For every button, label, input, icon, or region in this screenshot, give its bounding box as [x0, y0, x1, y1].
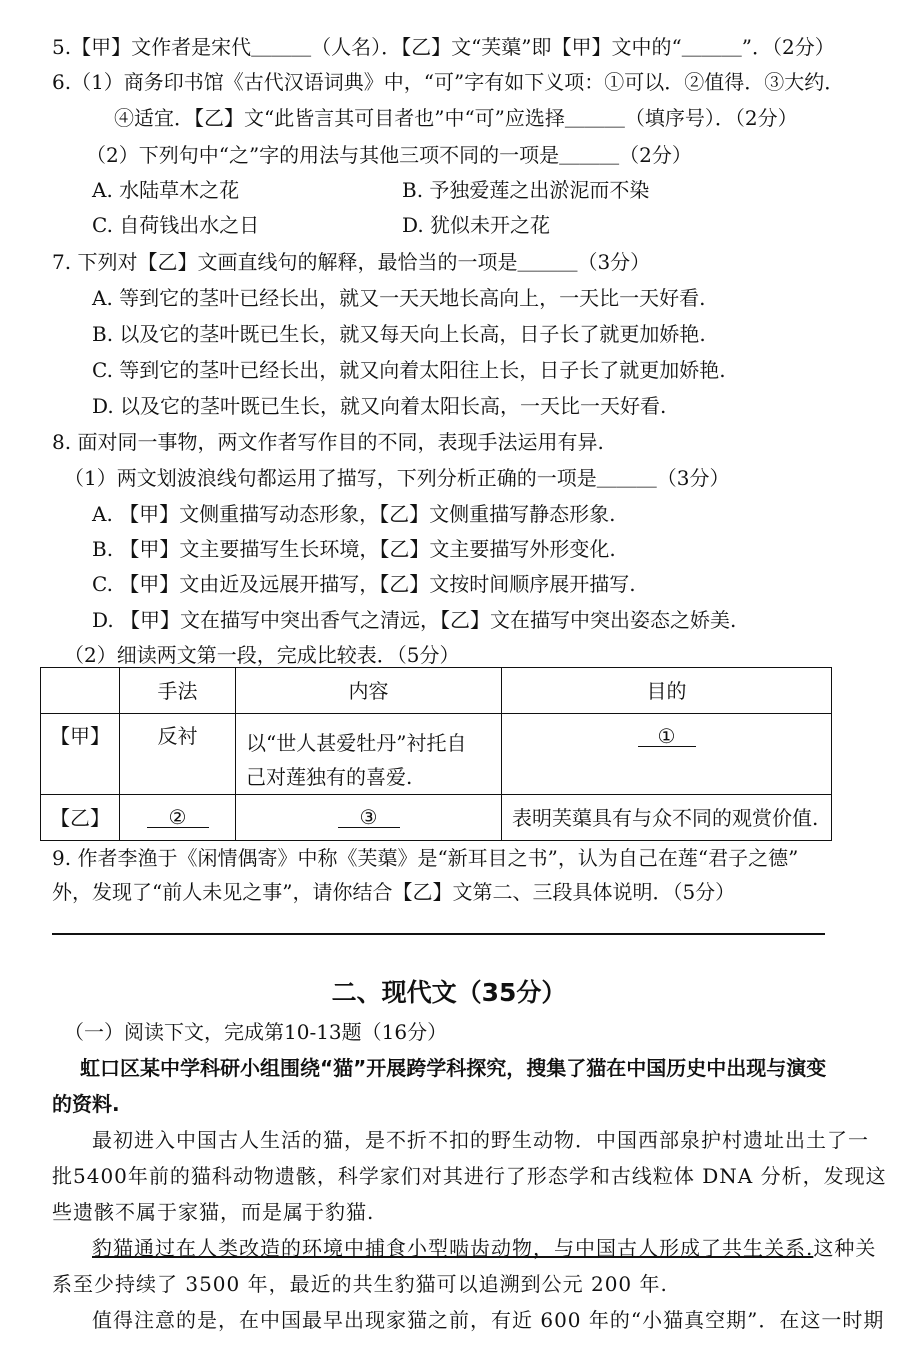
row-jia-purpose	[502, 714, 832, 795]
row-jia-content-line1: 以“世人甚爱牡丹”衬托自	[246, 731, 467, 755]
question-6-part2-stem: （2）下列句中“之”字的用法与其他三项不同的一项是＿＿＿（2分）	[86, 143, 692, 167]
paragraph-1-line3: 些遗骸不属于家猫，而是属于豹猫.	[52, 1200, 375, 1224]
question-8-stem: 8. 面对同一事物，两文作者写作目的不同，表现手法运用有异.	[52, 430, 604, 454]
answer-line	[52, 933, 825, 935]
question-9-line2: 外，发现了“前人未见之事”，请你结合【乙】文第二、三段具体说明．（5分）	[52, 880, 736, 904]
table-header-content: 内容	[236, 668, 502, 714]
q8-option-d: D. 【甲】文在描写中突出香气之清远，【乙】文在描写中突出姿态之娇美.	[92, 608, 737, 632]
paragraph-3-line1: 值得注意的是，在中国最早出现家猫之前，有近 600 年的“小猫真空期”．在这一时期	[92, 1308, 885, 1332]
section-title: 二、现代文（35分）	[331, 978, 567, 1007]
table-header-empty	[41, 668, 120, 714]
paragraph-2-line1-rest: 这种关	[813, 1236, 877, 1260]
q8-option-a: A. 【甲】文侧重描写动态形象，【乙】文侧重描写静态形象.	[92, 502, 616, 526]
table-row	[41, 714, 832, 795]
table-header-method: 手法	[120, 668, 236, 714]
question-8-part2-stem: （2）细读两文第一段，完成比较表．（5分）	[64, 643, 460, 667]
question-9-line1: 9. 作者李渔于《闲情偶寄》中称《芙蕖》是“新耳目之书”，认为自己在莲“君子之德”	[52, 846, 799, 870]
passage-heading-line2: 的资料.	[52, 1092, 120, 1116]
row-yi-content	[236, 795, 502, 841]
table-row	[41, 795, 832, 841]
paragraph-1-line1: 最初进入中国古人生活的猫，是不折不扣的野生动物．中国西部泉护村遗址出土了一	[92, 1128, 869, 1152]
paragraph-2-line1	[92, 1238, 876, 1258]
answer-blank-3[interactable]: ③	[338, 807, 400, 828]
question-6-part1-line2: ④适宜．【乙】文“此皆言其可目者也”中“可”应选择＿＿＿（填序号）．（2分）	[114, 106, 798, 130]
passage-heading-line1: 虹口区某中学科研小组围绕“猫”开展跨学科探究，搜集了猫在中国历史中出现与演变	[80, 1056, 827, 1080]
row-jia-content-line2: 己对莲独有的喜爱.	[246, 765, 413, 789]
q8-option-b: B. 【甲】文主要描写生长环境，【乙】文主要描写外形变化.	[92, 537, 616, 561]
question-7-stem: 7. 下列对【乙】文画直线句的解释，最恰当的一项是＿＿＿（3分）	[52, 250, 651, 274]
question-8-part1-stem: （1）两文划波浪线句都运用了描写，下列分析正确的一项是＿＿＿（3分）	[64, 466, 730, 490]
question-5: 5.【甲】文作者是宋代＿＿＿（人名）．【乙】文“芙蕖”即【甲】文中的“＿＿＿”．（2分）	[52, 35, 835, 59]
answer-blank-2[interactable]: ②	[147, 807, 209, 828]
answer-blank-1[interactable]: ①	[638, 726, 696, 747]
row-jia-content	[236, 714, 502, 795]
q6-option-a: A. 水陆草木之花	[92, 178, 240, 202]
comparison-table	[40, 667, 832, 841]
paragraph-2-line2: 系至少持续了 3500 年，最近的共生豹猫可以追溯到公元 200 年.	[52, 1272, 668, 1296]
row-label-yi: 【乙】	[41, 795, 120, 841]
question-6-part1-line1: 6.（1）商务印书馆《古代汉语词典》中，“可”字有如下义项：①可以．②值得．③大约．	[52, 70, 845, 94]
q6-option-c: C. 自荷钱出水之日	[92, 213, 260, 237]
row-jia-method: 反衬	[120, 714, 236, 795]
row-yi-purpose: 表明芙蕖具有与众不同的观赏价值.	[502, 795, 832, 841]
q7-option-b: B. 以及它的茎叶既已生长，就又每天向上长高，日子长了就更加娇艳.	[92, 322, 706, 346]
q8-option-c: C. 【甲】文由近及远展开描写，【乙】文按时间顺序展开描写.	[92, 572, 636, 596]
table-header-row	[41, 668, 832, 714]
section-subheading: （一）阅读下文，完成第10-13题（16分）	[64, 1020, 448, 1044]
q7-option-d: D. 以及它的茎叶既已生长，就又向着太阳长高，一天比一天好看.	[92, 394, 667, 418]
underlined-sentence: 豹猫通过在人类改造的环境中捕食小型啮齿动物，与中国古人形成了共生关系.	[92, 1236, 814, 1260]
q6-option-b: B. 予独爱莲之出淤泥而不染	[402, 178, 650, 202]
row-yi-method	[120, 795, 236, 841]
q7-option-a: A. 等到它的茎叶已经长出，就又一天天地长高向上，一天比一天好看.	[92, 286, 706, 310]
paragraph-1-line2: 批5400年前的猫科动物遗骸，科学家们对其进行了形态学和古线粒体 DNA 分析，发现这	[52, 1164, 887, 1188]
table-header-purpose: 目的	[502, 668, 832, 714]
q7-option-c: C. 等到它的茎叶已经长出，就又向着太阳往上长，日子长了就更加娇艳.	[92, 358, 726, 382]
row-label-jia: 【甲】	[41, 714, 120, 795]
q6-option-d: D. 犹似未开之花	[402, 213, 551, 237]
